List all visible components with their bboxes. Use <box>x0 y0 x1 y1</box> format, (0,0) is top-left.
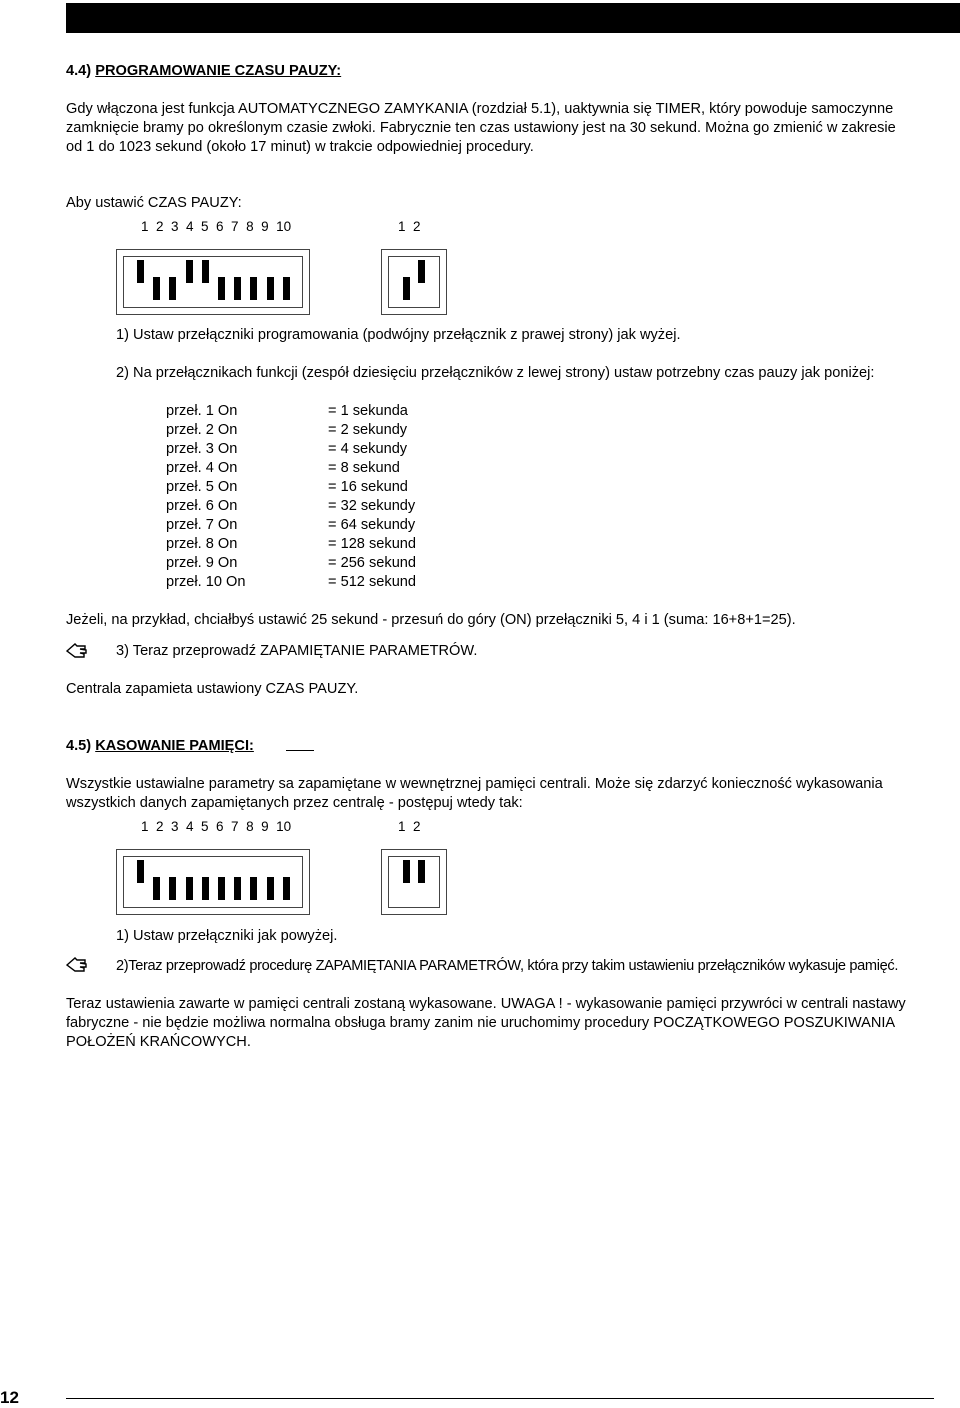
table-row-value: = 2 sekundy <box>328 422 408 438</box>
section-title-2: KASOWANIE PAMIĘCI: <box>95 738 254 754</box>
header-bar <box>66 3 960 33</box>
dip-switch-2-up <box>418 260 425 283</box>
dip-switch-9-down <box>267 277 274 300</box>
section-heading <box>66 62 341 81</box>
section-title: PROGRAMOWANIE CZASU PAUZY: <box>95 63 342 79</box>
table-row-switch: przeł. 10 On <box>166 574 246 590</box>
dip-switch-3-down <box>169 277 176 300</box>
table-row-value: = 4 sekundy <box>328 441 408 457</box>
table-row-switch: przeł. 9 On <box>166 555 238 571</box>
step-2: 2) Na przełącznikach funkcji (zespół dziesięciu przełączników z lewej strony) ustaw potrzebny czas pauzy jak poniżej: <box>116 365 875 381</box>
footer-rule <box>66 1398 934 1399</box>
table-row-value: = 32 sekundy <box>328 498 416 514</box>
table-row-switch: przeł. 8 On <box>166 536 238 552</box>
table-row-value: = 512 sekund <box>328 574 417 590</box>
set-pause-label: Aby ustawić CZAS PAUZY: <box>66 195 242 211</box>
table-row-switch: przeł. 5 On <box>166 479 238 495</box>
dip-switch-10-down <box>283 277 290 300</box>
dip-switch-2-up <box>418 860 425 883</box>
dip-switch-2-down <box>153 277 160 300</box>
dip-right-numbers: 1 2 <box>398 219 421 234</box>
dip-switch-bank-left <box>116 249 310 315</box>
table-row-switch: przeł. 7 On <box>166 517 238 533</box>
dip-switch-6-down <box>218 877 225 900</box>
section-number: 4.4) <box>66 63 92 79</box>
table-row-switch: przeł. 2 On <box>166 422 238 438</box>
section-heading-2 <box>66 737 254 756</box>
table-row-value: = 64 sekundy <box>328 517 416 533</box>
dip-switch-5-up <box>202 260 209 283</box>
table-row-value: = 8 sekund <box>328 460 400 476</box>
hand-pointer-icon <box>66 956 88 978</box>
table-row-value: = 16 sekund <box>328 479 408 495</box>
section-number-2: 4.5) <box>66 738 92 754</box>
page-number: 12 <box>0 1388 19 1407</box>
dip-switch-10-down <box>283 877 290 900</box>
heading-underline-extension <box>286 750 314 751</box>
dip-switch-bank-right <box>381 249 447 315</box>
table-row-value: = 1 sekunda <box>328 403 408 419</box>
closing2-line-1: Teraz ustawienia zawarte w pamięci centrali zostaną wykasowane. UWAGA ! - wykasowanie pamięci przywróci w centrali nastawy <box>66 996 906 1012</box>
closing-text: Centrala zapamieta ustawiony CZAS PAUZY. <box>66 681 359 697</box>
table-row-switch: przeł. 3 On <box>166 441 238 457</box>
dip-switch-1-up <box>137 860 144 883</box>
dip-switch-6-down <box>218 277 225 300</box>
closing2-line-3: POŁOŻEŃ KRAŃCOWYCH. <box>66 1034 251 1050</box>
step2-2: 2)Teraz przeprowadź procedurę ZAPAMIĘTANIA PARAMETRÓW, która przy takim ustawieniu przełączników wykasuje pamięć. <box>116 958 899 974</box>
example-text: Jeżeli, na przykład, chciałbyś ustawić 25 sekund - przesuń do góry (ON) przełączniki 5, 4 i 1 (suma: 16+8+1=25). <box>66 612 796 628</box>
dip-switch-9-down <box>267 877 274 900</box>
dip-switch-bank-left-2 <box>116 849 310 915</box>
dip-switch-8-down <box>250 277 257 300</box>
dip-right-numbers-2: 1 2 <box>398 819 421 834</box>
dip-left-numbers: 1 2 3 4 5 6 7 8 9 10 <box>141 219 292 234</box>
intro-line-2: zamknięcie bramy po określonym czasie zwłoki. Fabrycznie ten czas ustawiony jest na 30 sekund. Można go zmienić w zakresie <box>66 120 896 136</box>
intro-line-3: od 1 do 1023 sekund (około 17 minut) w trakcie odpowiedniej procedury. <box>66 139 534 155</box>
intro2-line-1: Wszystkie ustawialne parametry sa zapamiętane w wewnętrznej pamięci centrali. Może się zdarzyć konieczność wykasowania <box>66 776 883 792</box>
step2-1: 1) Ustaw przełączniki jak powyżej. <box>116 928 338 944</box>
dip-switch-bank-right-2 <box>381 849 447 915</box>
hand-pointer-icon <box>66 642 88 664</box>
dip-switch-4-up <box>186 260 193 283</box>
dip-switch-7-down <box>234 277 241 300</box>
dip-switch-1-up <box>137 260 144 283</box>
table-row-switch: przeł. 4 On <box>166 460 238 476</box>
intro2-line-2: wszystkich danych zapamiętanych przez centralę - postępuj wtedy tak: <box>66 795 523 811</box>
dip-switch-4-down <box>186 877 193 900</box>
dip-switch-5-down <box>202 877 209 900</box>
intro-line-1: Gdy włączona jest funkcja AUTOMATYCZNEGO ZAMYKANIA (rozdział 5.1), uaktywnia się TIMER, który powoduje samoczynne <box>66 101 894 117</box>
dip-switch-3-down <box>169 877 176 900</box>
step-1: 1) Ustaw przełączniki programowania (podwójny przełącznik z prawej strony) jak wyżej. <box>116 327 681 343</box>
dip-left-numbers-2: 1 2 3 4 5 6 7 8 9 10 <box>141 819 292 834</box>
dip-switch-1-up <box>403 860 410 883</box>
table-row-value: = 256 sekund <box>328 555 417 571</box>
table-row-switch: przeł. 1 On <box>166 403 238 419</box>
closing2-line-2: fabryczne - nie będzie możliwa normalna obsługa bramy zanim nie uruchomimy procedury POCZĄTKOWEGO POSZUKIWANIA <box>66 1015 896 1031</box>
dip-switch-2-down <box>153 877 160 900</box>
dip-switch-1-down <box>403 277 410 300</box>
dip-switch-8-down <box>250 877 257 900</box>
step-3: 3) Teraz przeprowadź ZAPAMIĘTANIE PARAMETRÓW. <box>116 643 478 659</box>
table-row-switch: przeł. 6 On <box>166 498 238 514</box>
table-row-value: = 128 sekund <box>328 536 417 552</box>
dip-switch-7-down <box>234 877 241 900</box>
